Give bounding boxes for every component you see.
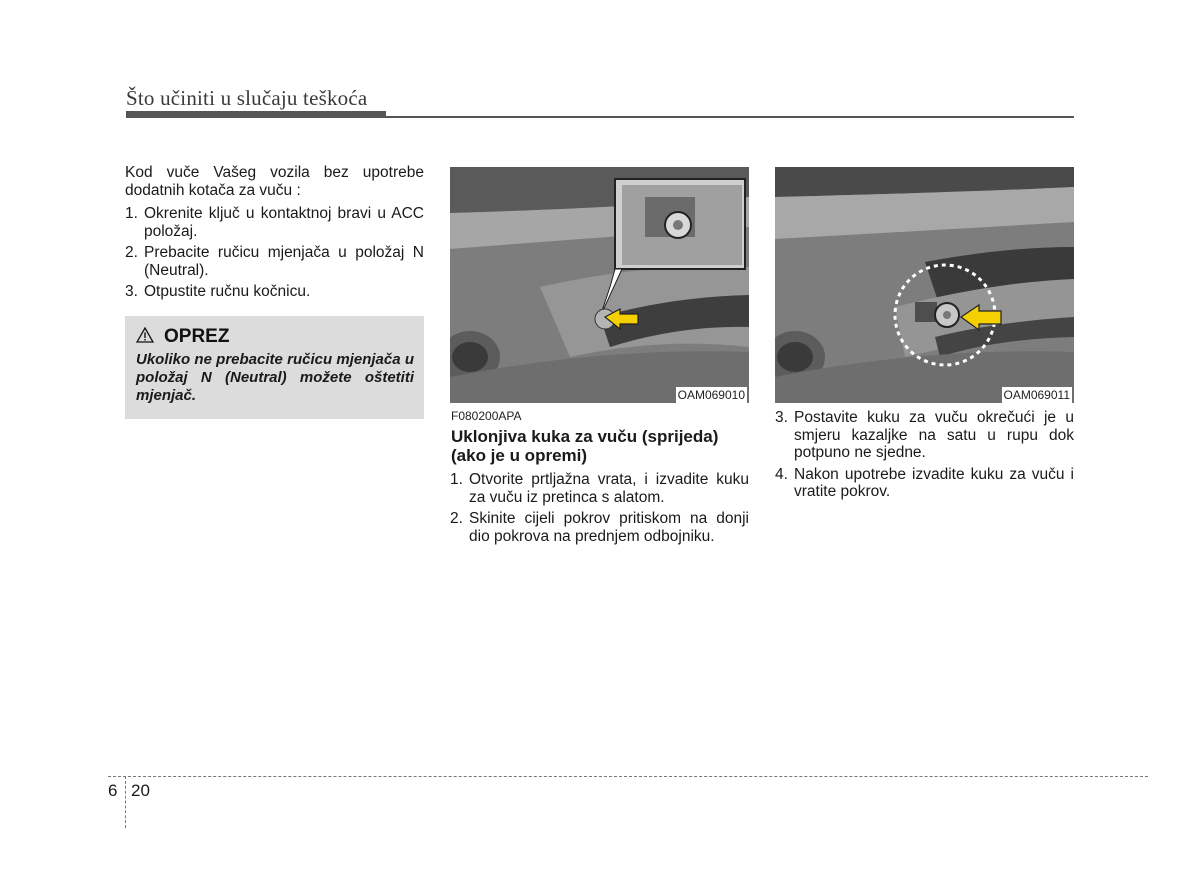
- section-heading: Uklonjiva kuka za vuču (sprijeda) (ako je u opremi): [451, 427, 719, 465]
- left-column: [125, 164, 424, 305]
- header-title: Što učiniti u slučaju teškoća: [126, 86, 368, 110]
- bumper-illustration-1: [450, 167, 749, 403]
- footer-rule: [108, 776, 1148, 777]
- caution-box: [125, 316, 424, 419]
- figure-code: OAM069010: [677, 388, 745, 402]
- footer-divider: [125, 776, 126, 828]
- bumper-illustration-2: [775, 167, 1074, 403]
- intro-paragraph: Kod vuče Vašeg vozila bez upotrebe dodatnih kotača za vuču :: [125, 164, 424, 199]
- reference-code: F080200APA: [451, 409, 522, 423]
- list-item: 2. Skinite cijeli pokrov pritiskom na donji dio pokrova na prednjem odbojniku.: [450, 510, 749, 545]
- tow-hook-steps-list-continued: [775, 409, 1074, 501]
- tow-hook-steps-list: [450, 471, 749, 545]
- list-item: 2. Prebacite ručicu mjenjača u položaj N (Neutral).: [125, 244, 424, 279]
- middle-column: [450, 471, 749, 549]
- towing-steps-list: [125, 205, 424, 301]
- list-item: 3. Otpustite ručnu kočnicu.: [125, 283, 311, 300]
- page-number: 20: [131, 781, 150, 800]
- warning-triangle-icon: [136, 327, 154, 348]
- right-column: [775, 409, 1074, 505]
- chapter-number: 6: [108, 781, 118, 800]
- list-item: 1. Okrenite ključ u kontaktnoj bravi u ACC položaj.: [125, 205, 424, 240]
- list-item: 4. Nakon upotrebe izvadite kuku za vuču i vratite pokrov.: [775, 465, 1074, 500]
- list-item: 3. Postavite kuku za vuču okrečući je u smjeru kazaljke na satu u rupu dok potpuno ne sjedne.: [775, 409, 1074, 461]
- figure-tow-hook-installed: [775, 167, 1074, 403]
- list-item: 1. Otvorite prtljažna vrata, i izvadite kuku za vuču iz pretinca s alatom.: [450, 471, 749, 506]
- figure-tow-hook-cover: [450, 167, 749, 403]
- header-rule: [126, 116, 1074, 118]
- caution-title: OPREZ: [164, 326, 230, 347]
- caution-text: Ukoliko ne prebacite ručicu mjenjača u položaj N (Neutral) možete oštetiti mjenjač.: [136, 351, 414, 404]
- figure-code: OAM069011: [1003, 388, 1070, 402]
